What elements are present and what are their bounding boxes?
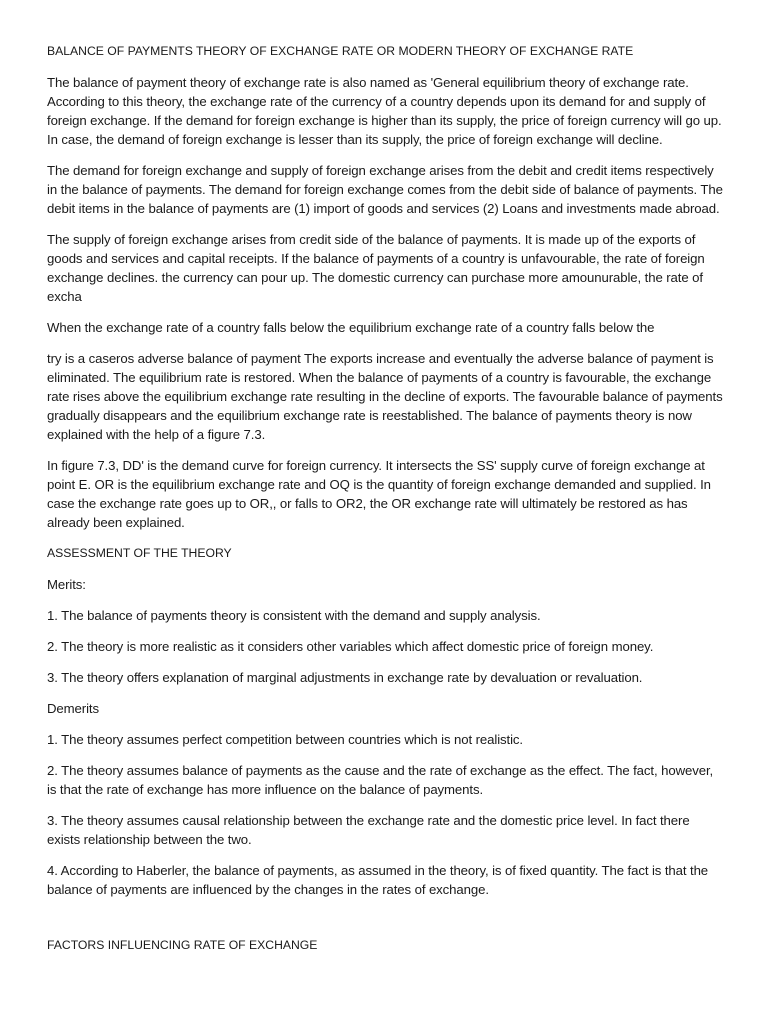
merit-item-3: 3. The theory offers explanation of marginal adjustments in exchange rate by devaluation or revaluation. [47, 670, 643, 685]
assessment-heading: ASSESSMENT OF THE THEORY [47, 546, 232, 560]
merit-item-2: 2. The theory is more realistic as it considers other variables which affect domestic price of foreign money. [47, 639, 654, 654]
demerits-label: Demerits [47, 701, 99, 716]
factors-heading: FACTORS INFLUENCING RATE OF EXCHANGE [47, 938, 318, 952]
paragraph-intro-3: The supply of foreign exchange arises from credit side of the balance of payments. It is made up of the exports of goods and services and capital receipts. If the balance of payments of a country is unfavourable, the rate of foreign exchange declines. the currency can pour up. The domestic currency can purchase more amounurable, the rate of excha [47, 232, 705, 304]
document-page [47, 42, 723, 967]
demerit-item-2: 2. The theory assumes balance of payments as the cause and the rate of exchange as the effect. The fact, however, is that the rate of exchange has more influence on the balance of payments. [47, 763, 714, 797]
paragraph-intro-6: In figure 7.3, DD' is the demand curve for foreign currency. It intersects the SS' supply curve of foreign exchange at point E. OR is the equilibrium exchange rate and OQ is the quantity of foreign exchange demanded and supplied. In case the exchange rate goes up to OR,, or falls to OR2, the OR exchange rate will ultimately be restored as has already been explained. [47, 458, 711, 530]
paragraph-intro-4: When the exchange rate of a country falls below the equilibrium exchange rate of a country falls below the [47, 320, 655, 335]
merits-label: Merits: [47, 577, 86, 592]
document-title: BALANCE OF PAYMENTS THEORY OF EXCHANGE RATE OR MODERN THEORY OF EXCHANGE RATE [47, 44, 634, 58]
demerit-item-3: 3. The theory assumes causal relationship between the exchange rate and the domestic price level. In fact there exists relationship between the two. [47, 813, 690, 847]
merit-item-1: 1. The balance of payments theory is consistent with the demand and supply analysis. [47, 608, 541, 623]
paragraph-intro-1: The balance of payment theory of exchange rate is also named as 'General equilibrium theory of exchange rate. According to this theory, the exchange rate of the currency of a country depends upon its demand for and supply of foreign exchange. If the demand for foreign exchange is higher than its supply, the price of foreign currency will go up. In case, the demand of foreign exchange is lesser than its supply, the price of foreign exchange will decline. [47, 75, 722, 147]
paragraph-intro-2: The demand for foreign exchange and supply of foreign exchange arises from the debit and credit items respectively in the balance of payments. The demand for foreign exchange comes from the debit side of balance of payments. The debit items in the balance of payments are (1) import of goods and services (2) Loans and investments made abroad. [47, 163, 723, 216]
paragraph-intro-5: try is a caseros adverse balance of payment The exports increase and eventually the adverse balance of payment is eliminated. The equilibrium rate is restored. When the balance of payments of a country is favourable, the exchange rate rises above the equilibrium exchange rate resulting in the decline of exports. The favourable balance of payments gradually disappears and the equilibrium exchange rate is reestablished. The balance of payments theory is now explained with the help of a figure 7.3. [47, 351, 723, 442]
demerit-item-1: 1. The theory assumes perfect competition between countries which is not realistic. [47, 732, 523, 747]
demerit-item-4: 4. According to Haberler, the balance of payments, as assumed in the theory, is of fixed quantity. The fact is that the balance of payments are influenced by the changes in the rates of exchange. [47, 863, 709, 897]
